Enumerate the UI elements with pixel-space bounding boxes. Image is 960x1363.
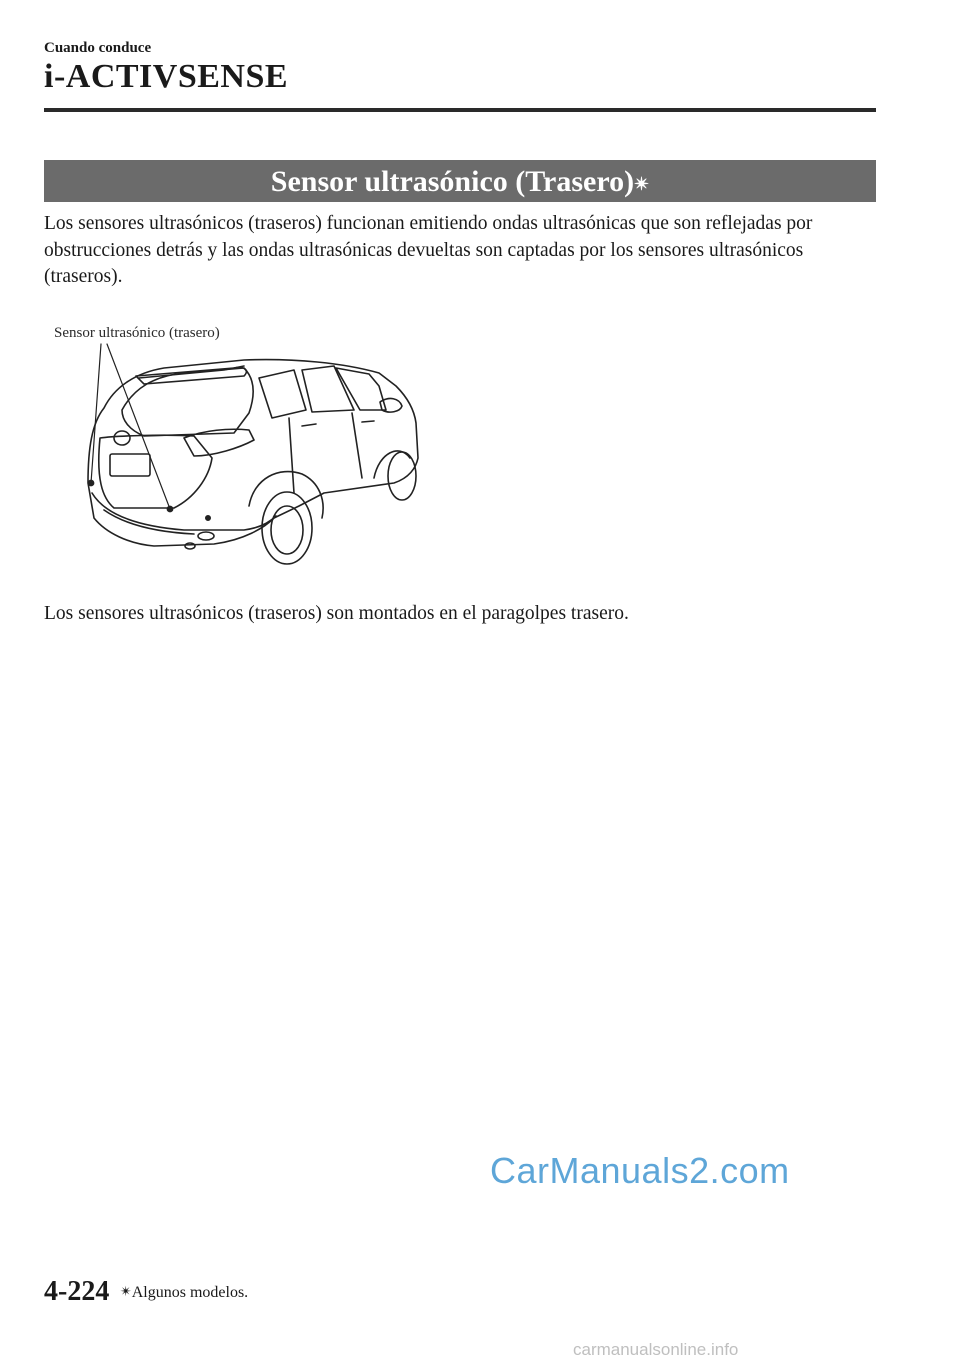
sensor-dot	[167, 506, 172, 511]
car-rear-illustration	[44, 318, 464, 580]
figure-callout-label: Sensor ultrasónico (trasero)	[54, 325, 220, 341]
header-rule	[44, 108, 876, 112]
star-icon: ✴	[120, 1285, 132, 1300]
mounting-paragraph: Los sensores ultrasónicos (traseros) son montados en el paragolpes trasero.	[44, 603, 629, 624]
footnote-text: Algunos modelos.	[131, 1284, 249, 1301]
banner-title: Sensor ultrasónico (Trasero)	[270, 165, 635, 198]
watermark-center: CarManuals2.com	[490, 1150, 790, 1191]
section-banner	[44, 160, 876, 202]
intro-paragraph: Los sensores ultrasónicos (traseros) funcionan emitiendo ondas ultrasónicas que son reflejadas por obstrucciones detrás y las ondas ultrasónicas devueltas son captadas por los sensores ultrasónicos (traseros).	[44, 213, 813, 287]
section-label: Cuando conduce	[44, 40, 152, 56]
sensor-dot	[206, 516, 210, 520]
star-icon: ✴	[634, 174, 650, 194]
watermark-footer: carmanualsonline.info	[573, 1340, 739, 1359]
footnote	[120, 1284, 248, 1302]
chapter-title: i-ACTIVSENSE	[44, 58, 289, 95]
page-number: 4-224	[44, 1276, 110, 1307]
sensor-dot	[88, 480, 93, 485]
